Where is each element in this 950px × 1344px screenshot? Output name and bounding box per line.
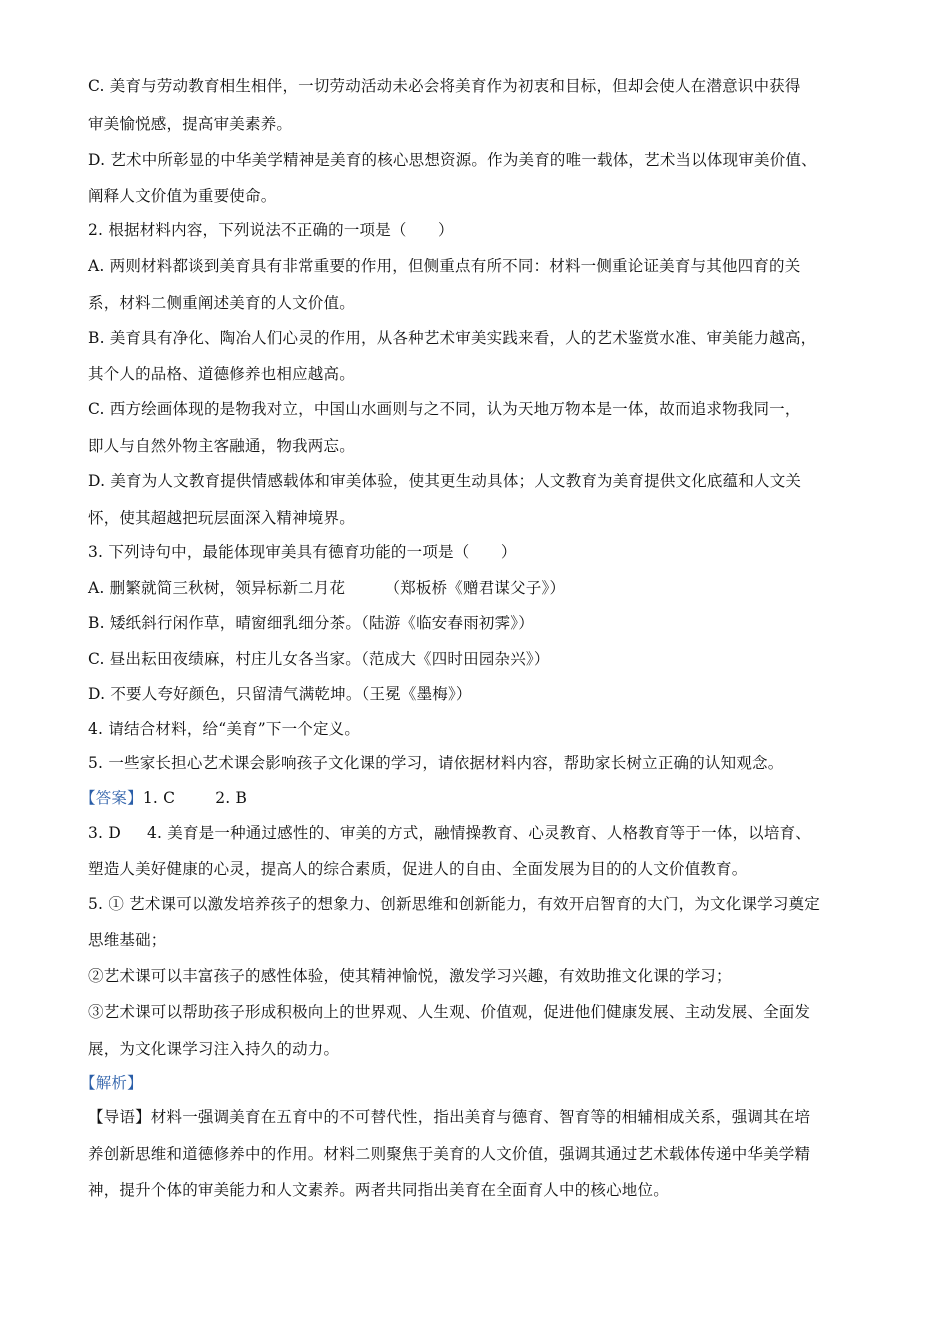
analysis-line-1: 【导语】材料一强调美育在五育中的不可替代性，指出美育与德育、智育等的相辅相成关系，强调其在培 bbox=[88, 1108, 811, 1126]
answer-3: 3. D bbox=[88, 824, 121, 842]
option-3c: C. 昼出耘田夜绩麻，村庄儿女各当家。（范成大《四时田园杂兴》） bbox=[88, 650, 550, 668]
answer-label: 【答案】 bbox=[80, 789, 143, 807]
answer-3-4-line bbox=[88, 822, 868, 844]
option-2a-line-2: 系，材料二侧重阐述美育的人文价值。 bbox=[88, 294, 355, 312]
answer-5-line-3: ②艺术课可以丰富孩子的感性体验，使其精神愉悦，激发学习兴趣，有效助推文化课的学习； bbox=[88, 967, 732, 985]
answer-5-line-1: 5. ① 艺术课可以激发培养孩子的想象力、创新思维和创新能力，有效开启智育的大门，为文化课学习奠定 bbox=[88, 895, 820, 913]
answer-5-line-5: 展，为文化课学习注入持久的动力。 bbox=[88, 1040, 340, 1058]
question-5: 5. 一些家长担心艺术课会影响孩子文化课的学习，请依据材料内容，帮助家长树立正确的认知观念。 bbox=[88, 754, 784, 772]
option-2a-line-1: A. 两则材料都谈到美育具有非常重要的作用，但侧重点有所不同：材料一侧重论证美育与其他四育的关 bbox=[88, 257, 801, 275]
option-2c-line-2: 即人与自然外物主客融通，物我两忘。 bbox=[88, 437, 355, 455]
analysis-line-3: 神，提升个体的审美能力和人文素养。两者共同指出美育在全面育人中的核心地位。 bbox=[88, 1181, 669, 1199]
option-1d-line-1: D. 艺术中所彰显的中华美学精神是美育的核心思想资源。作为美育的唯一载体，艺术当以体现审美价值、 bbox=[88, 151, 817, 169]
option-3a: A. 删繁就简三秋树，领异标新二月花 （郑板桥《赠君谋父子》） bbox=[88, 579, 566, 597]
answer-4-line-2: 塑造人美好健康的心灵，提高人的综合素质，促进人的自由、全面发展为目的的人文价值教育。 bbox=[88, 860, 748, 878]
answer-1: 1. C bbox=[142, 789, 176, 807]
analysis-label: 【解析】 bbox=[80, 1074, 143, 1092]
question-2: 2. 根据材料内容，下列说法不正确的一项是（ ） bbox=[88, 221, 454, 239]
answer-5-line-2: 思维基础； bbox=[88, 931, 167, 949]
option-2d-line-2: 怀，使其超越把玩层面深入精神境界。 bbox=[88, 509, 355, 527]
option-3b: B. 矮纸斜行闲作草，晴窗细乳细分茶。（陆游《临安春雨初霁》） bbox=[88, 614, 534, 632]
question-3: 3. 下列诗句中，最能体现审美具有德育功能的一项是（ ） bbox=[88, 543, 517, 561]
option-1c-line-1: C. 美育与劳动教育相生相伴，一切劳动活动未必会将美育作为初衷和目标，但却会使人在潜意识中获得 bbox=[88, 77, 801, 95]
option-2d-line-1: D. 美育为人文教育提供情感载体和审美体验，使其更生动具体；人文教育为美育提供文化底蕴和人文关 bbox=[88, 472, 802, 490]
option-2b-line-1: B. 美育具有净化、陶冶人们心灵的作用，从各种艺术审美实践来看，人的艺术鉴赏水准、审美能力越高， bbox=[88, 329, 817, 347]
option-1c-line-2: 审美愉悦感，提高审美素养。 bbox=[88, 115, 293, 133]
answer-header bbox=[80, 787, 860, 809]
option-3d: D. 不要人夸好颜色，只留清气满乾坤。（王冕《墨梅》） bbox=[88, 685, 472, 703]
question-4: 4. 请结合材料，给“美育”下一个定义。 bbox=[88, 720, 361, 738]
option-1d-line-2: 阐释人文价值为重要使命。 bbox=[88, 187, 277, 205]
answer-4-line-1: 4. 美育是一种通过感性的、审美的方式，融情操教育、心灵教育、人格教育等于一体，以培育、 bbox=[146, 824, 811, 842]
option-2c-line-1: C. 西方绘画体现的是物我对立，中国山水画则与之不同，认为天地万物本是一体，故而追求物我同一， bbox=[88, 400, 801, 418]
answer-5-line-4: ③艺术课可以帮助孩子形成积极向上的世界观、人生观、价值观，促进他们健康发展、主动发展、全面发 bbox=[88, 1003, 811, 1021]
answer-2: 2. B bbox=[215, 789, 248, 807]
analysis-line-2: 养创新思维和道德修养中的作用。材料二则聚焦于美育的人文价值，强调其通过艺术载体传递中华美学精 bbox=[88, 1145, 811, 1163]
option-2b-line-2: 其个人的品格、道德修养也相应越高。 bbox=[88, 365, 355, 383]
